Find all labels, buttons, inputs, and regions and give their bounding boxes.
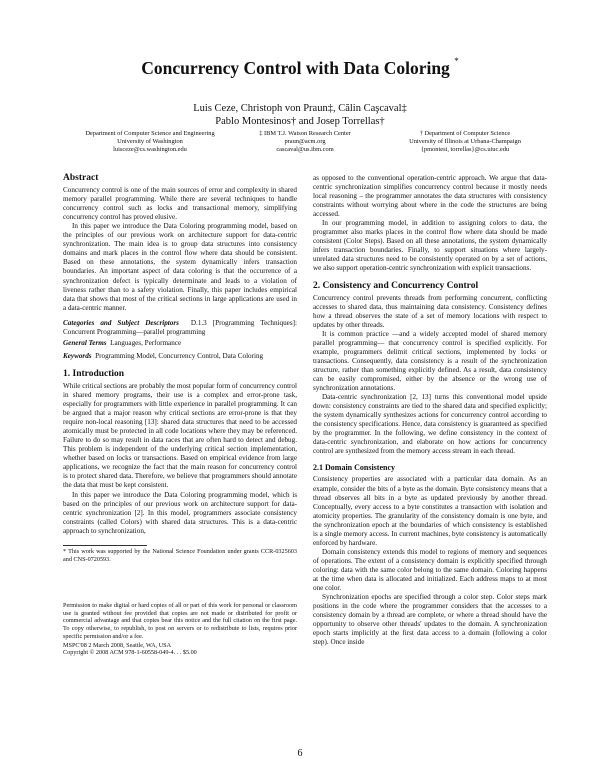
body-paragraph: It is common practice —and a widely accepted model of shared memory parallel programming— that concurrency control is specified explicitly. For example, programmers delimit critical sections, implemented by locks or transactions. Consequently, data consistency is a result of the synchronization structure, rather than something explicitly defined. As a result, data consistency can be easily compromised, either by the absence or the wrong use of synchronization annotations. [313, 329, 547, 393]
left-column [63, 174, 297, 536]
paper-title: Concurrency Control with Data Coloring * [141, 56, 459, 78]
affiliation-ibm: ‡ IBM T.J. Watson Research Center praun@acm.org cascaval@us.ibm.com [259, 130, 351, 153]
abstract-heading: Abstract [63, 173, 99, 183]
section-2-heading: 2. Consistency and Concurrency Control [313, 280, 479, 291]
page-number: 6 [297, 748, 303, 759]
body-paragraph: Concurrency control prevents threads from performing concurrent, conflicting accesses to shared data, thus maintaining data consistency. Consistency defines how a thread observes the state of a set of memory locations with respect to updates by other threads. [313, 293, 547, 329]
abstract-paragraph: In this paper we introduce the Data Coloring programming model, based on the principles of our previous work on architecture support for data-centric synchronization. The main idea is to group data structures into consistency domains and mark places in the control flow where data should be consistent. Based on these annotations, the system dynamically infers transaction boundaries. An important aspect of data coloring is that the occurrence of a synchronization defect is typically determinate and leads to a violation of liveness rather than to a safety violation. Finally, this paper includes empirical data that shows that most of the critical sections in large applications are used in a data-centric manner. [63, 222, 297, 312]
section-2-1-heading: 2.1 Domain Consistency [313, 463, 396, 473]
categories: Categories and Subject Descriptors D.1.3 [Programming Techniques]: Concurrent Programming—parallel programming [63, 318, 297, 336]
footnote: * This work was supported by the National Science Foundation under grants CCR-0325603 and CNS-0720593. [63, 548, 297, 563]
affiliation-uiuc: † Department of Computer Science University of Illinois at Urbana-Champaign {pmontesi, torrellas}@cs.uiuc.edu [409, 130, 521, 153]
intro-heading: 1. Introduction [63, 368, 125, 379]
right-column [313, 174, 547, 647]
footnote-rule [63, 545, 147, 546]
affiliation-uw: Department of Computer Science and Engineering University of Washington luisceze@cs.washington.edu [85, 130, 215, 153]
abstract-paragraph: Concurrency control is one of the main sources of error and complexity in shared memory parallel programming. While there are several techniques to handle concurrency control such as locks and transactional memory, simplifying concurrency control has proved elusive. [63, 186, 297, 222]
body-paragraph: as opposed to the conventional operation-centric approach. We argue that data-centric synchronization simplifies concurrency control because it mostly needs local reasoning – the programmer annotates the data structures with consistency constraints without worrying about where in the code the structures are being accessed. [313, 174, 547, 219]
author-line-1: Luis Ceze, Christoph von Praun‡, Călin Caşcaval‡ [193, 103, 407, 114]
intro-paragraph: In this paper we introduce the Data Coloring programming model, which is based on the principles of our previous work on architecture support for data-centric synchronization [2]. In this model, programmers associate consistency constraints (called Colors) with shared data structures. This is a data-centric approach to synchronization, [63, 490, 297, 535]
permission-block: Permission to make digital or hard copies of all or part of this work for personal or classroom use is granted without fee provided that copies are not made or distributed for profit or commercial advantage and that copies bear this notice and the full citation on the first page. To copy otherwise, to republish, to post on servers or to redistribute to lists, requires prior specific permission and/or a fee. MSPC'08 2 March 2008, Seattle, WA, USA Copyright © 2008 ACM 978-1-60558-049-4. . . $5.00 [63, 602, 297, 657]
keywords: Keywords Programming Model, Concurrency Control, Data Coloring [63, 351, 264, 360]
body-paragraph: In our programming model, in addition to assigning colors to data, the programmer also marks places in the control flow where data should be made consistent (Color Steps). Based on all these annotations, the system dynamically infers transaction boundaries. Finally, to support situations where largely-unrelated data structures need to be consistently operated on by a set of actions, we also support operation-centric synchronization with explicit transactions. [313, 219, 547, 273]
author-line-2: Pablo Montesinos† and Josep Torrellas† [215, 116, 385, 127]
intro-paragraph: While critical sections are probably the most popular form of concurrency control in shared memory programs, their use is a complex and error-prone task, especially for programmers with little experience in parallel programming. It can be argued that a major reason why critical sections are error-prone is that they require non-local reasoning [13]: shared data structures that need to be accessed atomically must be protected in all code locations where they may be referenced. Failure to do so may result in data races that are often hard to detect and debug. This problem is independent of the underlying critical section implementation, whether based on locks or transactions. Based on empirical evidence from large applications, we recognize the fact that the main reason for concurrency control is to protect shared data. Therefore, we believe that programmers should annotate the data that must be kept consistent. [63, 381, 297, 490]
general-terms: General Terms Languages, Performance [63, 338, 182, 347]
body-paragraph: Consistency properties are associated with a particular data domain. As an example, consider the bits of a byte as the domain. Byte consistency means that a thread observes all bits in a byte as updated previously by another thread. Conceptually, every access to a byte constitutes a transaction with isolation and atomicity properties. The granularity of the consistency domain is one byte, and the synchronization epoch at the boundaries of which consistency is established is a single memory access. In current machines, byte consistency is automatically enforced by hardware. [313, 475, 547, 547]
body-paragraph: Data-centric synchronization [2, 13] turns this conventional model upside down: consistency constraints are tied to the shared data and specified explicitly; the system dynamically synthesizes actions for concurrency control according to the consistency specifications. Hence, data consistency is guaranteed as specified by the programmer. In the following, we define consistency in the context of data-centric synchronization, and elaborate on how actions for concurrency control are synthesized from the memory access stream in each thread. [313, 393, 547, 456]
body-paragraph: Synchronization epochs are specified through a color step. Color steps mark positions in the code where the programmer considers that the accesses to a consistency domain by a thread are complete, or where a thread should have the opportunity to observe other threads' updates to the domain. A synchronization epoch starts implicitly at the first data access to a domain (following a color step). Once inside [313, 593, 547, 647]
body-paragraph: Domain consistency extends this model to regions of memory and sequences of operations. The extent of a consistency domain is explicitly specified through coloring: data with the same color belong to the same domain. Coloring happens at the time when data is allocated and initialized. Each address maps to at most one color. [313, 547, 547, 593]
